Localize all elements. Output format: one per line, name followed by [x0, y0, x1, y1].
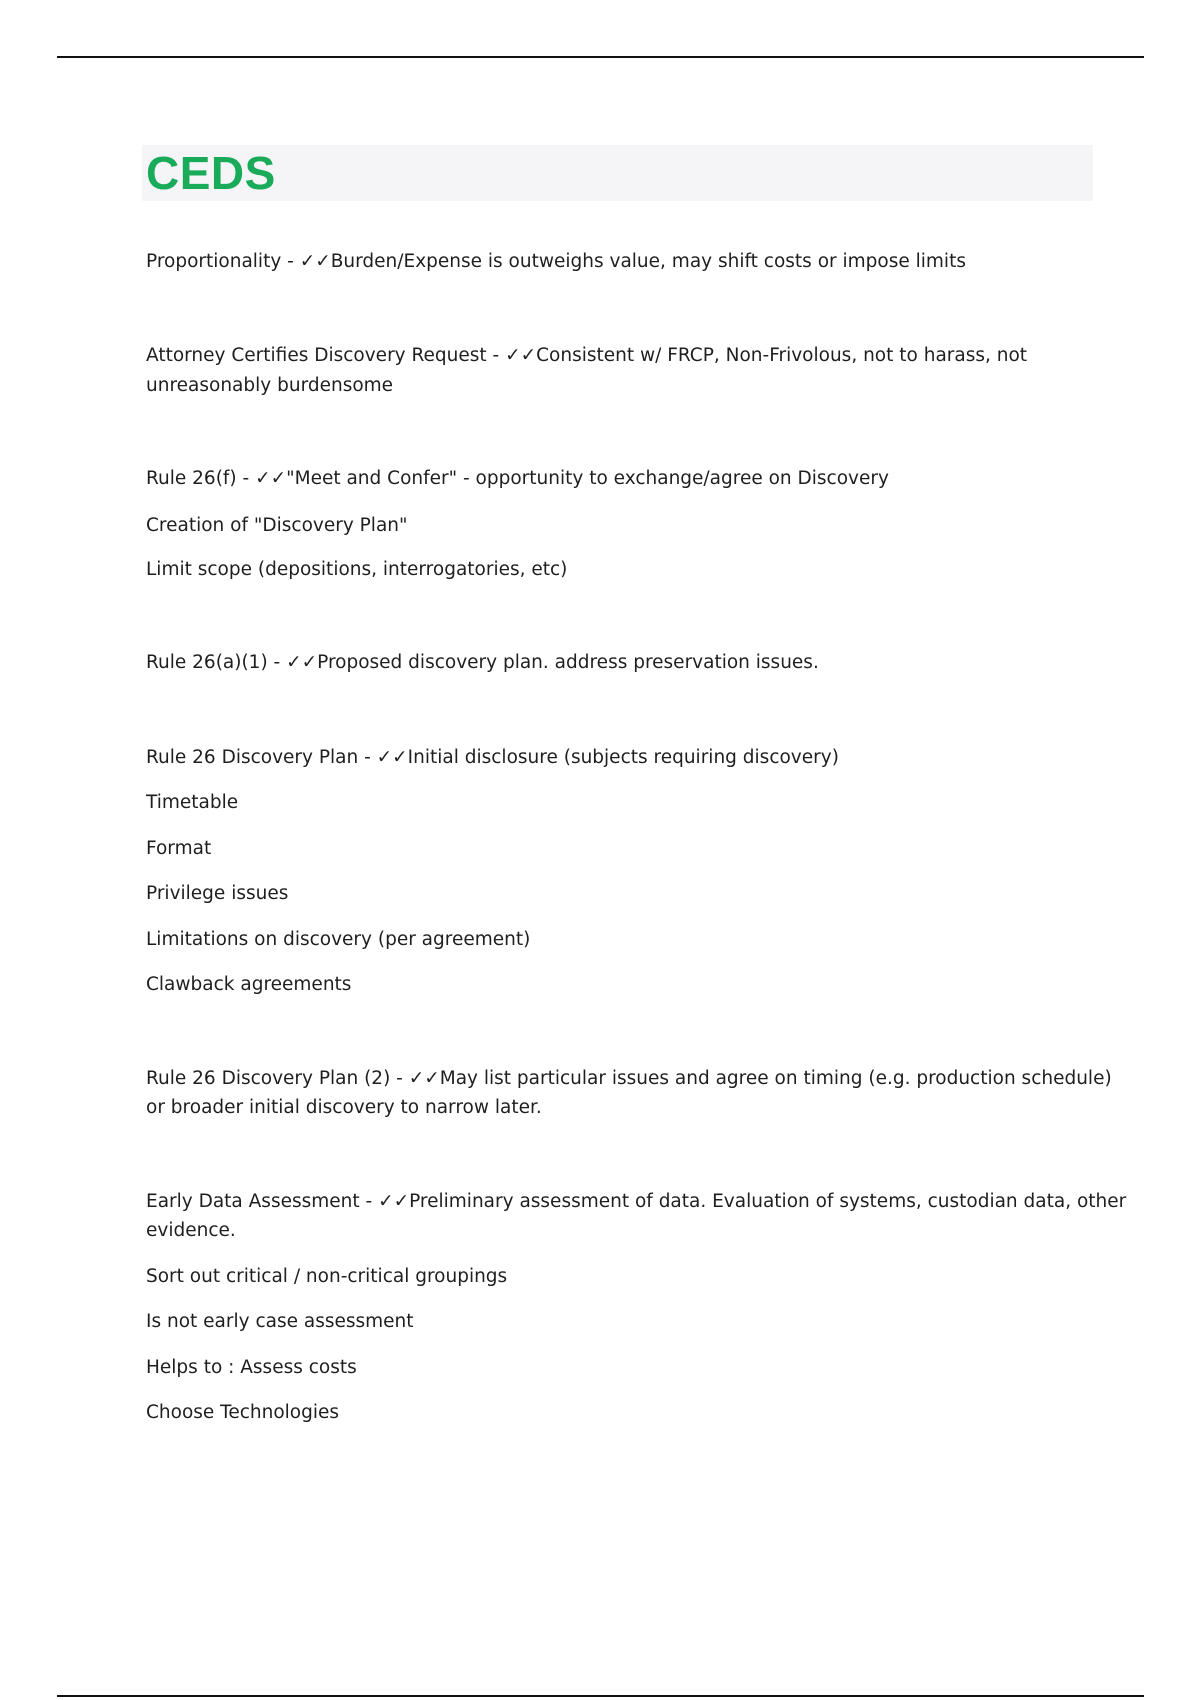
check-separator: - ✓✓ [281, 251, 331, 272]
entry-term: Proportionality [146, 251, 282, 272]
entry-term: Early Data Assessment [146, 1191, 360, 1212]
entry-term: Rule 26 Discovery Plan (2) [146, 1068, 391, 1089]
check-separator: - ✓✓ [486, 345, 537, 366]
entry-definition-continued: unreasonably burdensome [146, 375, 394, 396]
entry-note: Format [146, 838, 212, 859]
entry-definition: May list particular issues and agree on timing (e.g. production schedule) [439, 1068, 1112, 1089]
entry-rule-26a1 [146, 649, 1096, 677]
entry-term: Rule 26 Discovery Plan [146, 747, 359, 768]
entry-term: Rule 26(a)(1) [146, 652, 268, 673]
entry-term: Attorney Certifies Discovery Request [146, 345, 487, 366]
entry-note: Choose Technologies [146, 1402, 340, 1423]
entry-definition-continued: evidence. [146, 1220, 236, 1241]
entry-note: Sort out critical / non-critical groupings [146, 1266, 508, 1287]
entry-note: Creation of "Discovery Plan" [146, 515, 408, 536]
check-separator: - ✓✓ [359, 1191, 410, 1212]
entry-note: Is not early case assessment [146, 1311, 414, 1332]
entry-definition: "Meet and Confer" - opportunity to exchange/agree on Discovery [286, 468, 889, 489]
entry-note: Limitations on discovery (per agreement) [146, 929, 531, 950]
check-separator: - ✓✓ [236, 468, 287, 489]
entry-definition: Proposed discovery plan. address preservation issues. [317, 652, 819, 673]
entry-definition: Burden/Expense is outweighs value, may shift costs or impose limits [330, 251, 966, 272]
entry-rule-26-discovery-plan-2 [146, 1065, 1112, 1093]
entry-definition: Initial disclosure (subjects requiring discovery) [407, 747, 839, 768]
check-separator: - ✓✓ [267, 652, 318, 673]
entry-note: Limit scope (depositions, interrogatories, etc) [146, 559, 568, 580]
check-separator: - ✓✓ [358, 747, 408, 768]
entry-definition: Consistent w/ FRCP, Non-Frivolous, not to harass, not [536, 345, 1028, 366]
entry-rule-26-discovery-plan [146, 744, 1096, 772]
check-separator: - ✓✓ [390, 1068, 440, 1089]
entry-note: Clawback agreements [146, 974, 352, 995]
entry-note: Timetable [146, 792, 239, 813]
entry-rule-26f [146, 465, 1096, 493]
entry-note: Privilege issues [146, 883, 289, 904]
entry-definition-continued: or broader initial discovery to narrow later. [146, 1097, 542, 1118]
top-rule [57, 56, 1144, 58]
entry-term: Rule 26(f) [146, 468, 237, 489]
bottom-rule [57, 1695, 1144, 1697]
entry-attorney-certifies [146, 342, 1096, 370]
entry-proportionality [146, 248, 1096, 276]
entry-early-data-assessment [146, 1188, 1127, 1216]
title-band [142, 145, 1093, 201]
entry-definition: Preliminary assessment of data. Evaluation of systems, custodian data, other [409, 1191, 1127, 1212]
document-title: CEDS [146, 147, 276, 199]
entry-note: Helps to : Assess costs [146, 1357, 357, 1378]
